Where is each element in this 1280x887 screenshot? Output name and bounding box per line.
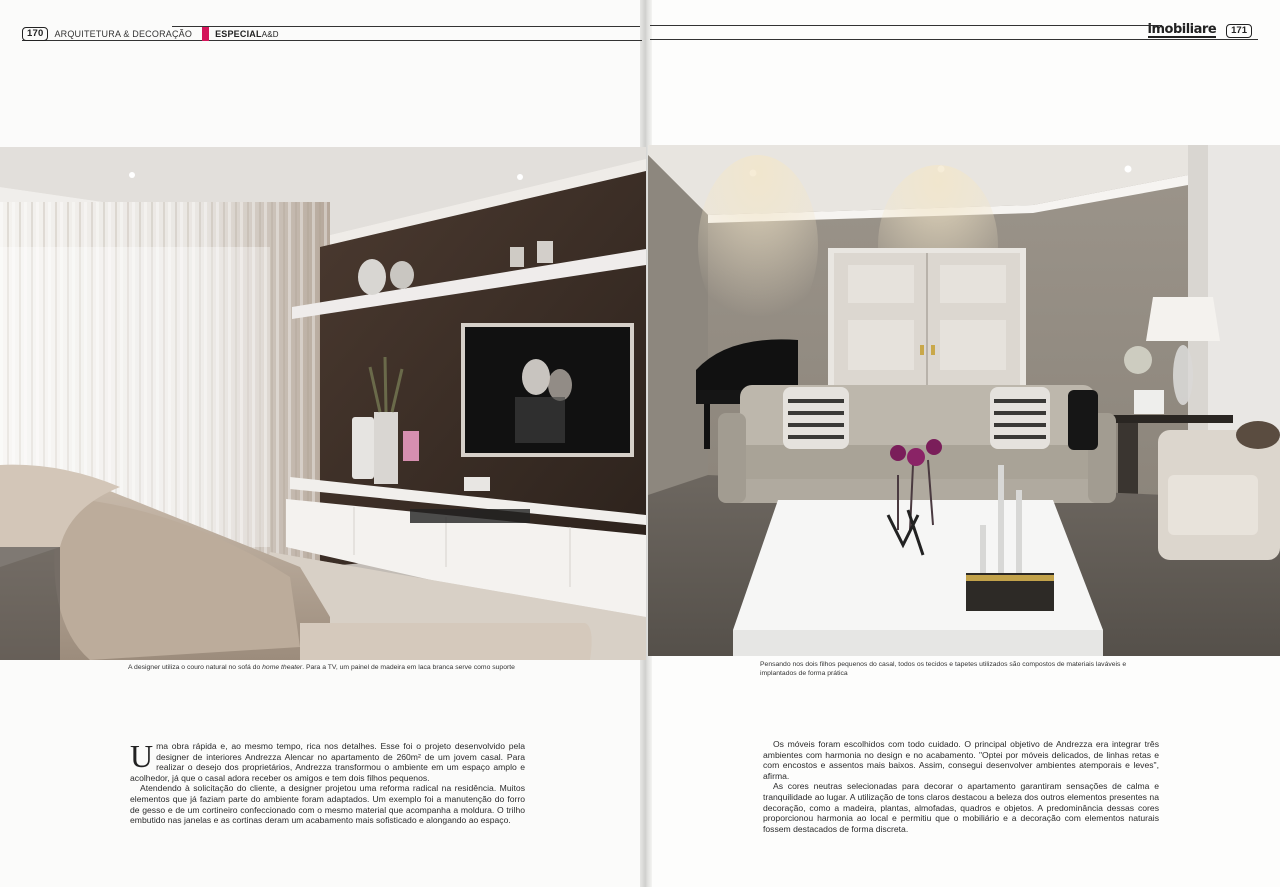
drop-cap: U [130, 738, 154, 774]
caption-right: Pensando nos dois filhos pequenos do casal, todos os tecidos e tapetes utilizados são compostos de materiais laváveis e implantados de forma prática [760, 661, 1127, 677]
page-number-left: 170 [22, 27, 48, 41]
paragraph-right-1: Os móveis foram escolhidos com todo cuidado. O principal objetivo de Andrezza era integrar três ambientes com harmonia no design e no acabamento. "Optei por móveis delicados, de linhas retas e com encostos e assentos mais baixos. Assim, consegui desenvolver ambientes atemporais e leves", afirma. [763, 739, 1159, 781]
header-left [22, 27, 279, 41]
caption-left: A designer utiliza o couro natural no sofá do home theater. Para a TV, um painel de madeira em laca branca serve como suporte [128, 664, 515, 671]
paragraph-right-2: As cores neutras selecionadas para decorar o apartamento garantiram sensações de calma e tranquilidade ao lugar. A utilização de tons claros destacou a beleza dos outros elementos presentes na decoração, como a madeira, plantas, almofadas, quadros e objetos. A predominância dessas cores proporcionou harmonia ao local e permitiu que o mobiliário e a decoração com elementos naturais fossem destacados de forma discreta. [763, 781, 1159, 834]
header-rule-right-top [650, 25, 1162, 26]
paragraph-left-1: Uma obra rápida e, ao mesmo tempo, rica nos detalhes. Esse foi o projeto desenvolvido pela designer de interiores Andrezza Alencar no apartamento de 260m² de um jovem casal. Para realizar o desejo dos proprietários, Andrezza transformou o ambiente em um espaço amplo e acolhedor, já que o casal adora receber os amigos e tem dois filhos pequenos. [130, 738, 525, 783]
home-theater-illustration [0, 147, 646, 660]
header-right [1148, 24, 1258, 38]
body-text-left [130, 738, 525, 826]
section-title: ARQUITETURA & DECORAÇÃO [54, 29, 193, 39]
page-number-right: 171 [1226, 24, 1252, 38]
header-rule-right [650, 39, 1258, 40]
magazine-logo: imobiliare [1147, 22, 1217, 37]
piano-room-photo [648, 145, 1280, 656]
body-text-right [763, 739, 1159, 834]
living-room-illustration [648, 145, 1280, 656]
special-label: ESPECIALA&D [215, 29, 279, 39]
living-room-photo [0, 147, 646, 660]
accent-bar [202, 27, 209, 41]
paragraph-left-2: Atendendo à solicitação do cliente, a designer projetou uma reforma radical na residência. Muitos elementos que já faziam parte do ambiente foram adaptados. Um exemplo foi a manutenção do forro de gesso e de um cortineiro confeccionado com o mesmo material que acompanha a moldura. O trilho embutido nas janelas e as cortinas deram um acabamento mais sofisticado e alongando ao espaço. [130, 783, 525, 826]
